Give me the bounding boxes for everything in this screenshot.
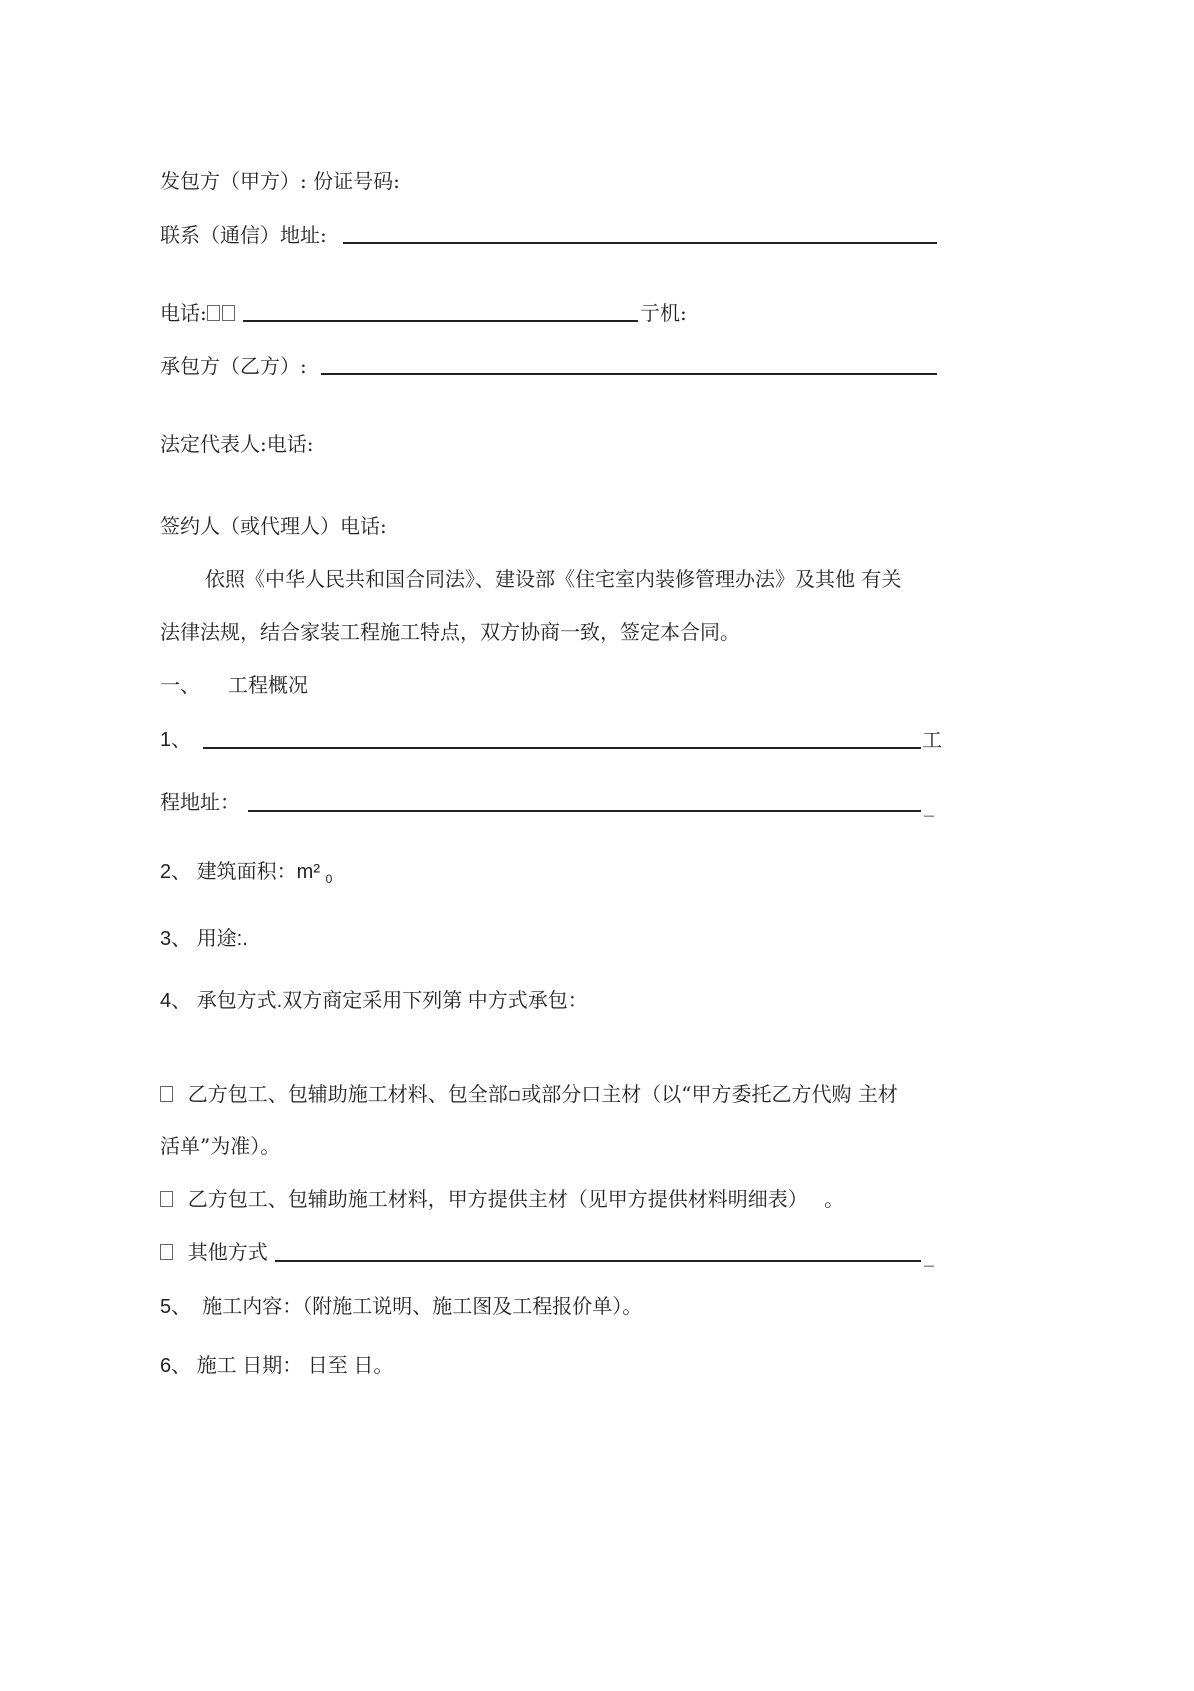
contract-mode-label: 承包方式.双方商定采用下列第 中方式承包： <box>196 990 588 1012</box>
option-2 <box>160 1186 844 1212</box>
item-5 <box>160 1294 642 1320</box>
item-3 <box>160 926 248 952</box>
checkbox-icon <box>207 305 220 321</box>
area-label: 建筑面积：m² <box>196 861 321 883</box>
item-1-number: 1、 <box>160 729 192 751</box>
party-b-label: 承包方（乙方）: <box>160 354 307 378</box>
preamble-line-2: 法律法规，结合家装工程施工特点，双方协商一致，签定本合同。 <box>160 620 740 644</box>
item-6-number: 6、 <box>160 1355 192 1377</box>
item-4 <box>160 988 588 1014</box>
option-2-text: 乙方包工、包辅助施工材料，甲方提供主材（见甲方提供材料明细表） 。 <box>187 1187 845 1211</box>
address-field[interactable] <box>343 242 937 244</box>
schedule-label: 施工 日期： 日至 日。 <box>196 1355 394 1377</box>
option-1-cont: 活单”为准）。 <box>160 1134 281 1158</box>
item-5-number: 5、 <box>160 1296 192 1318</box>
phone-line <box>160 300 237 326</box>
preamble-line-1: 依照《中华人民共和国合同法》、建设部《住宅室内装修管理办法》及其他 有关 <box>205 567 902 591</box>
other-mode-field[interactable] <box>275 1260 921 1262</box>
underscore: _ <box>924 1243 934 1267</box>
work-content-label: 施工内容：（附施工说明、施工图及工程报价单）。 <box>202 1296 643 1318</box>
legal-rep-line: 法定代表人:电话: <box>160 432 314 456</box>
phone-field[interactable] <box>243 320 638 322</box>
project-address-label: 程地址： <box>160 790 240 814</box>
checkbox-icon[interactable] <box>160 1086 173 1102</box>
section-1-number: 一、 <box>160 673 200 697</box>
project-address-field[interactable] <box>248 810 921 812</box>
item-2 <box>160 859 332 892</box>
party-a-line: 发包方（甲方）: 份证号码: <box>160 169 400 193</box>
underscore: _ <box>924 793 934 817</box>
phone-label: 电话: <box>160 301 207 325</box>
item-3-number: 3、 <box>160 928 192 950</box>
item-1-tail: 工 <box>922 728 942 752</box>
item-2-number: 2、 <box>160 861 192 883</box>
checkbox-icon[interactable] <box>160 1244 173 1260</box>
item-6 <box>160 1353 393 1379</box>
signatory-line: 签约人（或代理人）电话: <box>160 514 387 538</box>
option-1 <box>160 1081 898 1107</box>
checkbox-icon[interactable] <box>160 1191 173 1207</box>
option-3 <box>160 1239 268 1265</box>
address-label: 联系（通信）地址: <box>160 223 327 247</box>
area-subscript: 0 <box>325 872 333 886</box>
mobile-label: 亍机: <box>640 301 687 325</box>
section-1-title: 工程概况 <box>228 673 308 697</box>
item-4-number: 4、 <box>160 990 192 1012</box>
usage-label: 用途:. <box>196 928 248 950</box>
party-b-field[interactable] <box>321 373 937 375</box>
checkbox-icon <box>222 305 235 321</box>
option-1-text: 乙方包工、包辅助施工材料、包全部▫或部分口主材（以“甲方委托乙方代购 主材 <box>187 1082 898 1106</box>
option-3-text: 其他方式 <box>187 1240 268 1264</box>
project-name-field[interactable] <box>203 747 921 749</box>
